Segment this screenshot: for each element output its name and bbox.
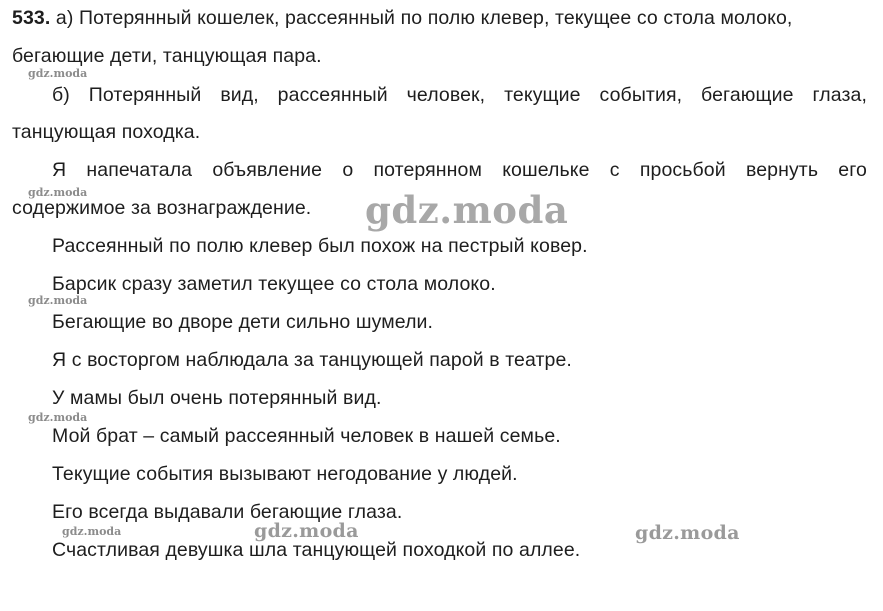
exercise-b-line1: б) Потерянный вид, рассеянный человек, текущие события, бегающие глаза, <box>52 84 867 106</box>
watermark-small-5: gdz.moda <box>62 525 122 538</box>
watermark-medium-1: gdz.moda <box>254 520 359 542</box>
sentence-3: Барсик сразу заметил текущее со стола молоко. <box>52 273 496 295</box>
sentence-5: Я с восторгом наблюдала за танцующей парой в театре. <box>52 349 572 371</box>
sentence-2: Рассеянный по полю клевер был похож на пестрый ковер. <box>52 235 588 257</box>
sentence-8: Текущие события вызывают негодование у людей. <box>52 463 518 485</box>
sentence-6: У мамы был очень потерянный вид. <box>52 387 382 409</box>
watermark-small-4: gdz.moda <box>28 411 88 424</box>
exercise-a-line2: бегающие дети, танцующая пара. <box>12 45 322 67</box>
exercise-b-line2: танцующая походка. <box>12 121 201 143</box>
exercise-a-text: а) Потерянный кошелек, рассеянный по полю клевер, текущее со стола молоко, <box>55 7 793 29</box>
exercise-a-line1 <box>12 6 792 30</box>
sentence-4: Бегающие во дворе дети сильно шумели. <box>52 311 434 333</box>
watermark-small-1: gdz.moda <box>28 67 88 80</box>
watermark-medium-2: gdz.moda <box>635 522 740 544</box>
watermark-small-3: gdz.moda <box>28 294 88 307</box>
watermark-small-2: gdz.moda <box>28 186 88 199</box>
watermark-large: gdz.moda <box>365 188 569 232</box>
sentence-10: Счастливая девушка шла танцующей походкой по аллее. <box>52 539 581 561</box>
sentence-1-line1: Я напечатала объявление о потерянном кошельке с просьбой вернуть его <box>52 159 867 181</box>
sentence-1-line2: содержимое за вознаграждение. <box>12 197 312 219</box>
exercise-number: 533. <box>12 7 51 29</box>
sentence-7: Мой брат – самый рассеянный человек в нашей семье. <box>52 425 561 447</box>
sentence-9: Его всегда выдавали бегающие глаза. <box>52 501 403 523</box>
